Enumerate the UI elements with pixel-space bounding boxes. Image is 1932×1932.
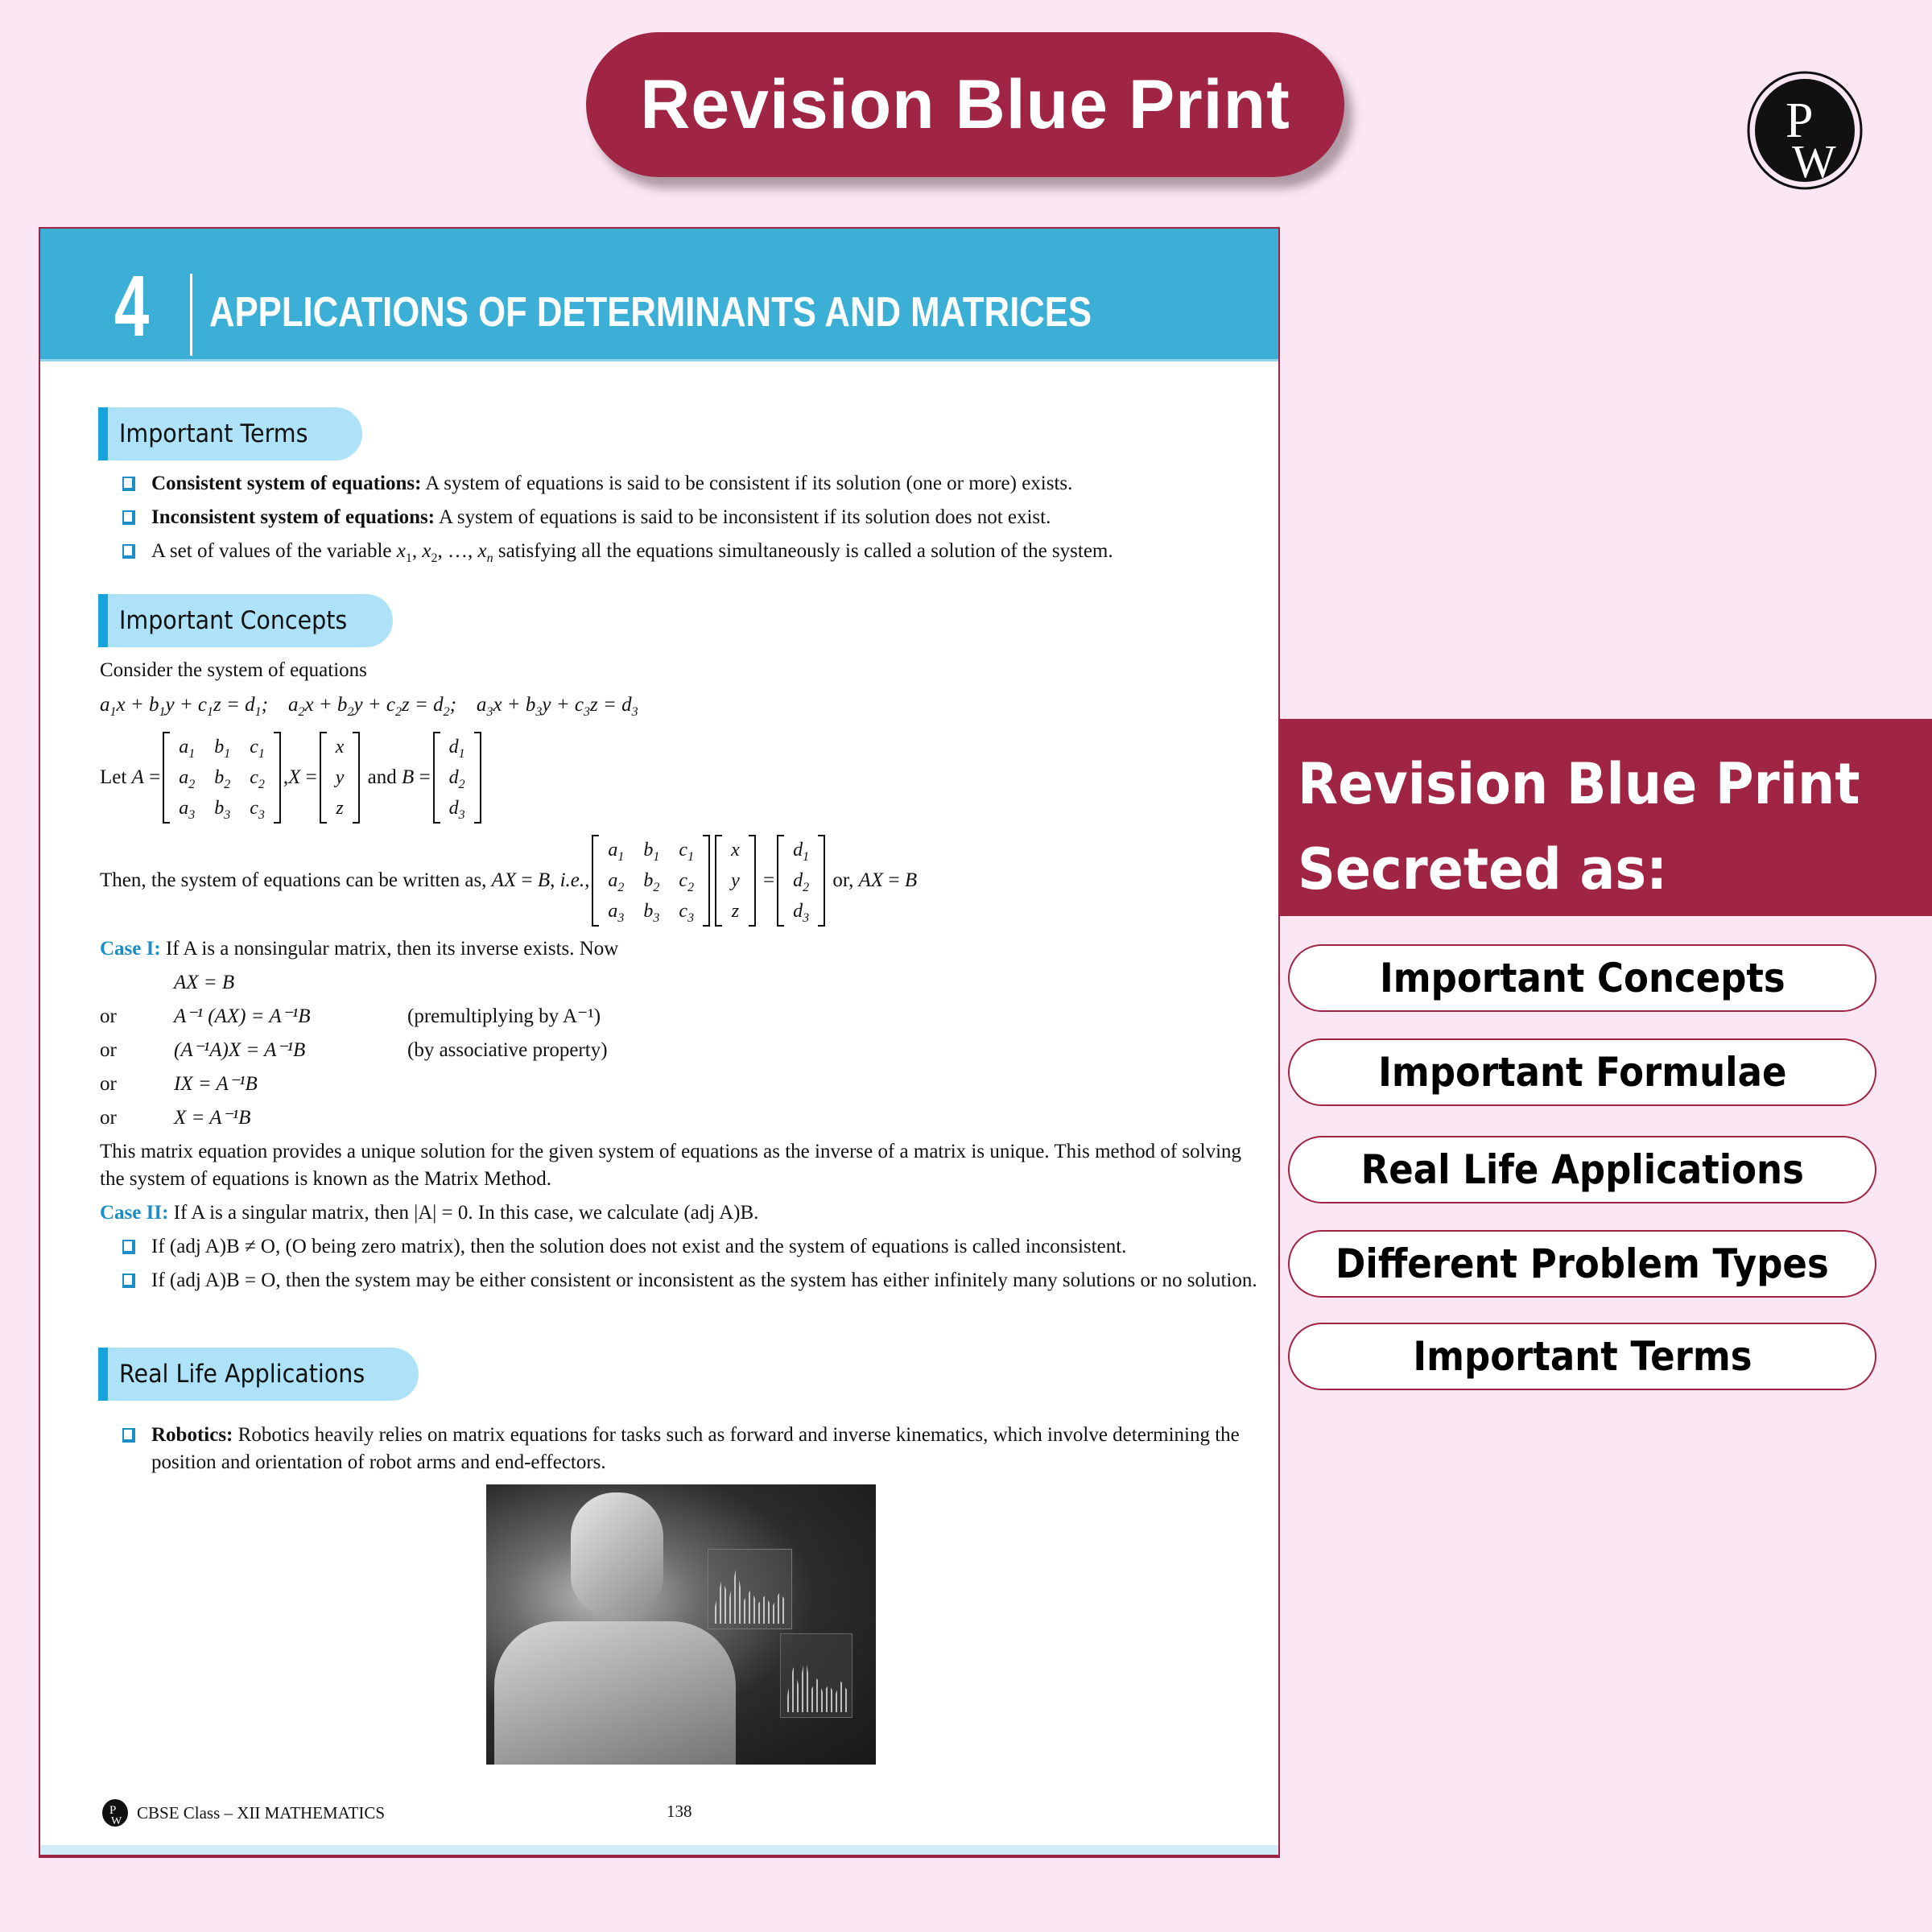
svg-text:P: P (1785, 93, 1814, 148)
section-heading-terms: Important Terms (98, 407, 362, 460)
pill-important-concepts: Important Concepts (1288, 944, 1876, 1012)
section-heading-applications: Real Life Applications (98, 1348, 419, 1401)
equation-system: $a_1x + b_1y + c_1z = d_1$; $a_2x + b_2y + c_2z = d_2$; $a_3x + b_3y + c_3z = d_3$ (100, 694, 638, 719)
case-2-item: If (adj A)B = O, then the system may be either consistent or inconsistent as the system has either infinitely many solutions or no solution. (98, 1267, 1274, 1294)
case-1-step: or A⁻¹ (AX) = A⁻¹B (premultiplying by A⁻¹) (100, 1005, 601, 1027)
matrix-X: x y z (320, 732, 361, 824)
checkbox-bullet-icon (122, 1428, 135, 1443)
chapter-divider (190, 274, 192, 356)
textbook-page (39, 227, 1280, 1858)
pill-different-problem-types: Different Problem Types (1288, 1230, 1876, 1298)
svg-text:W: W (111, 1815, 122, 1827)
footer-book-title: CBSE Class – XII MATHEMATICS (137, 1802, 386, 1823)
pw-logo-icon (101, 1798, 129, 1827)
pill-real-life-applications: Real Life Applications (1288, 1136, 1876, 1203)
case-1-step: or IX = A⁻¹B (100, 1073, 258, 1095)
checkbox-bullet-icon (122, 510, 135, 525)
page-number: 138 (667, 1802, 692, 1821)
secreted-as-heading: Revision Blue Print Secreted as: (1280, 719, 1932, 916)
case-1-conclusion: This matrix equation provides a unique solution for the given system of equations as the inverse of a matrix is unique. This method of solving the system of equations is known as the Matrix Method. (100, 1141, 1242, 1190)
case-1-statement: Case I: If A is a nonsingular matrix, then its inverse exists. Now (100, 938, 619, 960)
term-item: A set of values of the variable $x_1$, $x_2$, …, $x_n$ satisfying all the equations simultaneously is called a solution of the system. (98, 538, 1113, 565)
svg-text:W: W (1792, 135, 1836, 188)
checkbox-bullet-icon (122, 1240, 135, 1254)
case-1-step: or X = A⁻¹B (100, 1107, 251, 1129)
pill-important-terms: Important Terms (1288, 1323, 1876, 1390)
case-1-step: AX = B (174, 972, 235, 993)
matrix-definitions: Let A = $a_1$ $b_1$ $c_1$ $a_2$ $b_2$ $c_2$ $a_3$ $b_3$ $c_3$ , X = x y z and B = $d_1$ $d_2$ $d_3$ (100, 729, 484, 826)
term-item: Consistent system of equations: A system of equations is said to be consistent if its solution (one or more) exists. (98, 470, 1072, 497)
case-2-statement: Case II: If A is a singular matrix, then |A| = 0. In this case, we calculate (adj A)B. (100, 1202, 759, 1224)
matrix-A: $a_1$ $b_1$ $c_1$ $a_2$ $b_2$ $c_2$ $a_3$ $b_3$ $c_3$ (163, 732, 281, 824)
matrix-B: $d_1$ $d_2$ $d_3$ (433, 732, 481, 824)
matrix-equation: Then, the system of equations can be written as, AX = B , i.e., $a_1$ $b_1$ $c_1$ $a_2$ $b_2$ $c_2$ $a_3$ $b_3$ $c_3$ x y z = $d_1$ $d_2$ $d_3$ or, AX = B (100, 832, 917, 929)
concepts-intro: Consider the system of equations (100, 659, 367, 681)
banner-title: Revision Blue Print (640, 65, 1290, 143)
pill-important-formulae: Important Formulae (1288, 1038, 1876, 1106)
term-item: Inconsistent system of equations: A system of equations is said to be inconsistent if its solution does not exist. (98, 504, 1051, 531)
section-heading-concepts: Important Concepts (98, 594, 393, 647)
application-item: Robotics: Robotics heavily relies on matrix equations for tasks such as forward and inverse kinematics, which involve determining the position and orientation of robot arms and end-effectors. (98, 1422, 1274, 1476)
chapter-title: APPLICATIONS OF DETERMINANTS AND MATRICES (209, 289, 1092, 336)
footer-band (40, 1845, 1278, 1855)
title-banner (586, 32, 1344, 177)
page-footer (101, 1798, 385, 1827)
case-2-item: If (adj A)B ≠ O, (O being zero matrix), then the solution does not exist and the system of equations is called inconsistent. (98, 1233, 1274, 1261)
case-1-step: or (A⁻¹A)X = A⁻¹B (by associative property) (100, 1039, 608, 1061)
checkbox-bullet-icon (122, 477, 135, 491)
checkbox-bullet-icon (122, 544, 135, 559)
checkbox-bullet-icon (122, 1274, 135, 1288)
robot-image (486, 1484, 876, 1765)
chapter-number: 4 (114, 257, 150, 354)
chapter-header (40, 229, 1278, 361)
pw-logo-icon (1747, 71, 1863, 190)
svg-text:P: P (109, 1804, 117, 1817)
